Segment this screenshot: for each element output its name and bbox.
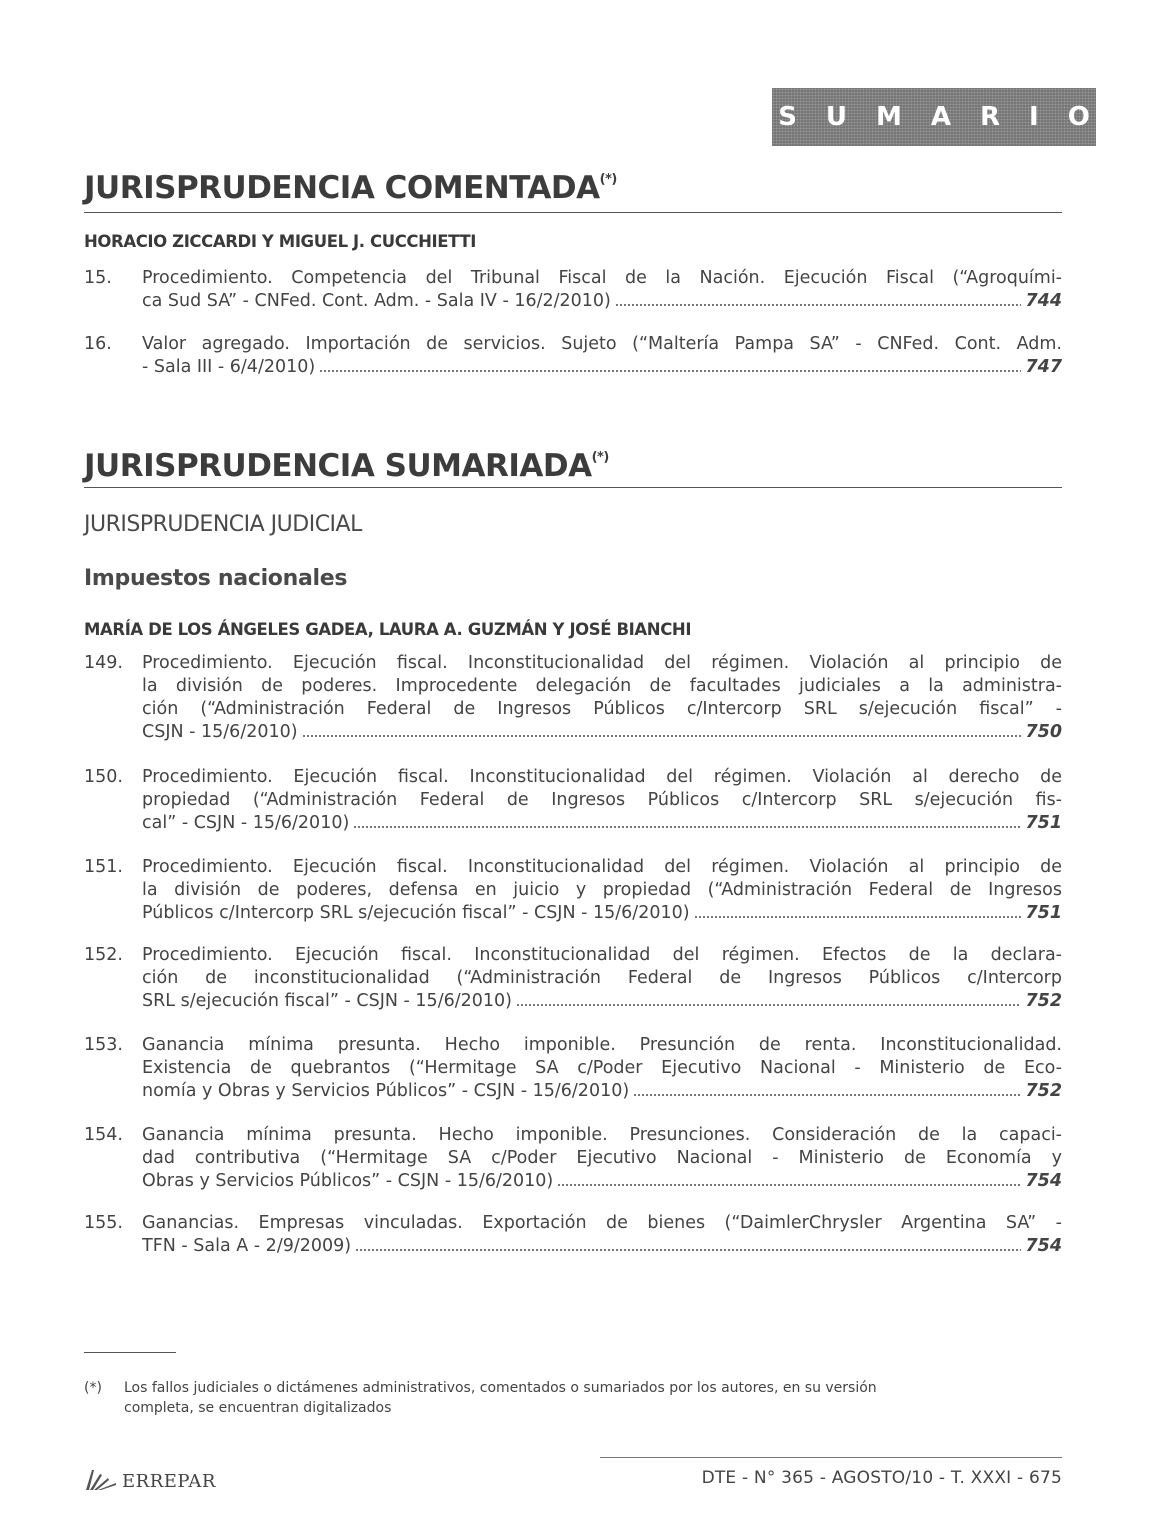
footnote-marker: (*) — [599, 171, 617, 187]
section-title-text: JURISPRUDENCIA COMENTADA — [84, 170, 600, 206]
errepar-logo-icon — [84, 1468, 120, 1492]
authors-sumariada: MARÍA DE LOS ÁNGELES GADEA, LAURA A. GUZMÁN Y JOSÉ BIANCHI — [84, 620, 692, 639]
page-number: 752 — [1025, 1081, 1062, 1101]
entry-number: 15. — [84, 268, 112, 288]
entry-text — [142, 1034, 1062, 1103]
dot-leader — [355, 1248, 1021, 1252]
footer-rule — [600, 1457, 1062, 1458]
subheading-jurisprudencia-judicial: JURISPRUDENCIA JUDICIAL — [84, 512, 362, 537]
page-number: 750 — [1025, 722, 1062, 742]
entry-line: Ganancias. Empresas vinculadas. Exportación de bienes (“DaimlerChrysler Argentina SA” - — [142, 1213, 1062, 1233]
entry-line: Valor agregado. Importación de servicios. Sujeto (“Maltería Pampa SA” - CNFed. Cont. Adm. — [142, 334, 1062, 354]
summary-entry — [84, 1212, 1062, 1258]
entry-number: 155. — [84, 1213, 123, 1233]
entry-number: 154. — [84, 1125, 123, 1145]
section-title-text: JURISPRUDENCIA SUMARIADA — [84, 448, 592, 484]
entry-line: Procedimiento. Ejecución fiscal. Inconstitucionalidad del régimen. Violación al principio de — [142, 653, 1062, 673]
footnote-rule — [84, 1352, 176, 1353]
summary-entry — [84, 856, 1062, 925]
dot-leader — [557, 1183, 1021, 1187]
entry-line: propiedad (“Administración Federal de Ingresos Públicos c/Intercorp SRL s/ejecución fis- — [142, 790, 1062, 810]
entry-line: Procedimiento. Ejecución fiscal. Inconstitucionalidad del régimen. Violación al derecho de — [142, 767, 1062, 787]
publisher-name: ERREPAR — [122, 1471, 216, 1492]
summary-entry — [84, 1034, 1062, 1103]
entry-line: Ganancia mínima presunta. Hecho imponible. Presunción de renta. Inconstitucionalidad. — [142, 1035, 1062, 1055]
entry-last-line — [142, 721, 1062, 744]
entry-number: 16. — [84, 334, 112, 354]
footnote-text — [124, 1378, 1062, 1418]
entry-last-line — [142, 812, 1062, 835]
entry-last-line — [142, 1170, 1062, 1193]
entry-line: cal” - CSJN - 15/6/2010) — [142, 813, 350, 833]
banner-title: SUMARIO — [778, 102, 1119, 132]
dot-leader — [302, 734, 1022, 738]
summary-entry — [84, 766, 1062, 835]
dot-leader — [516, 1003, 1021, 1007]
footnote-marker: (*) — [84, 1380, 102, 1396]
entry-last-line — [142, 990, 1062, 1013]
entry-last-line — [142, 356, 1062, 379]
page-number: 751 — [1025, 903, 1062, 923]
entry-line: Ganancia mínima presunta. Hecho imponible. Presunciones. Consideración de la capaci- — [142, 1125, 1062, 1145]
authors-comentada: HORACIO ZICCARDI Y MIGUEL J. CUCCHIETTI — [84, 232, 476, 251]
entry-text — [142, 267, 1062, 313]
summary-entry — [84, 267, 1062, 313]
entry-line: - Sala III - 6/4/2010) — [142, 357, 316, 377]
entry-line: ción (“Administración Federal de Ingresos Públicos c/Intercorp SRL s/ejecución fiscal” - — [142, 699, 1062, 719]
section-rule — [84, 487, 1062, 488]
page-number: 752 — [1025, 991, 1062, 1011]
summary-entry — [84, 944, 1062, 1013]
entry-text — [142, 333, 1062, 379]
page-number: 754 — [1025, 1236, 1062, 1256]
sumario-banner — [772, 88, 1119, 146]
dot-leader — [615, 303, 1022, 307]
dot-leader — [633, 1093, 1021, 1097]
entry-line: dad contributiva (“Hermitage SA c/Poder Ejecutivo Nacional - Ministerio de Economía y — [142, 1148, 1062, 1168]
summary-entry — [84, 652, 1062, 744]
entry-line: nomía y Obras y Servicios Públicos” - CSJN - 15/6/2010) — [142, 1081, 630, 1101]
entry-line: Procedimiento. Ejecución fiscal. Inconstitucionalidad del régimen. Violación al principio de — [142, 857, 1062, 877]
entry-line: SRL s/ejecución fiscal” - CSJN - 15/6/2010) — [142, 991, 512, 1011]
entry-number: 150. — [84, 767, 123, 787]
entry-line: ca Sud SA” - CNFed. Cont. Adm. - Sala IV - 16/2/2010) — [142, 291, 611, 311]
entry-line: CSJN - 15/6/2010) — [142, 722, 298, 742]
entry-line: la división de poderes. Improcedente delegación de facultades judiciales a la administra- — [142, 676, 1062, 696]
entry-last-line — [142, 1080, 1062, 1103]
entry-number: 153. — [84, 1035, 123, 1055]
footnote-marker: (*) — [591, 449, 609, 465]
entry-line: Obras y Servicios Públicos” - CSJN - 15/6/2010) — [142, 1171, 554, 1191]
entry-last-line — [142, 1235, 1062, 1258]
entry-number: 152. — [84, 945, 123, 965]
footnote-line: Los fallos judiciales o dictámenes administrativos, comentados o sumariados por los autores, en su versión — [124, 1380, 877, 1396]
page-reference: DTE - N° 365 - AGOSTO/10 - T. XXXI - 675 — [701, 1468, 1062, 1488]
entry-last-line — [142, 290, 1062, 313]
section-title-sumariada — [84, 448, 609, 484]
entry-line: Existencia de quebrantos (“Hermitage SA c/Poder Ejecutivo Nacional - Ministerio de Eco- — [142, 1058, 1062, 1078]
summary-entry — [84, 333, 1062, 379]
entry-line: Públicos c/Intercorp SRL s/ejecución fiscal” - CSJN - 15/6/2010) — [142, 903, 690, 923]
entry-line: ción de inconstitucionalidad (“Administración Federal de Ingresos Públicos c/Intercorp — [142, 968, 1062, 988]
dot-leader — [694, 915, 1022, 919]
entry-line: TFN - Sala A - 2/9/2009) — [142, 1236, 352, 1256]
entry-line: Procedimiento. Ejecución fiscal. Inconstitucionalidad del régimen. Efectos de la declara- — [142, 945, 1062, 965]
page-number: 754 — [1025, 1171, 1062, 1191]
entry-text — [142, 856, 1062, 925]
section-rule — [84, 212, 1062, 213]
entry-number: 151. — [84, 857, 123, 877]
publisher-logo — [84, 1468, 216, 1492]
footnote-line: completa, se encuentran digitalizados — [124, 1400, 392, 1416]
entry-line: Procedimiento. Competencia del Tribunal Fiscal de la Nación. Ejecución Fiscal (“Agroquími- — [142, 268, 1062, 288]
dot-leader — [319, 369, 1021, 373]
category-heading: Impuestos nacionales — [84, 566, 348, 591]
page-number: 751 — [1025, 813, 1062, 833]
section-title-comentada — [84, 170, 617, 206]
entry-last-line — [142, 902, 1062, 925]
page-number: 744 — [1025, 291, 1062, 311]
page-number: 747 — [1025, 357, 1062, 377]
summary-entry — [84, 1124, 1062, 1193]
dot-leader — [353, 825, 1021, 829]
entry-text — [142, 652, 1062, 744]
entry-text — [142, 1212, 1062, 1258]
entry-text — [142, 766, 1062, 835]
entry-text — [142, 944, 1062, 1013]
entry-number: 149. — [84, 653, 123, 673]
entry-text — [142, 1124, 1062, 1193]
entry-line: la división de poderes, defensa en juicio y propiedad (“Administración Federal de Ingresos — [142, 880, 1062, 900]
